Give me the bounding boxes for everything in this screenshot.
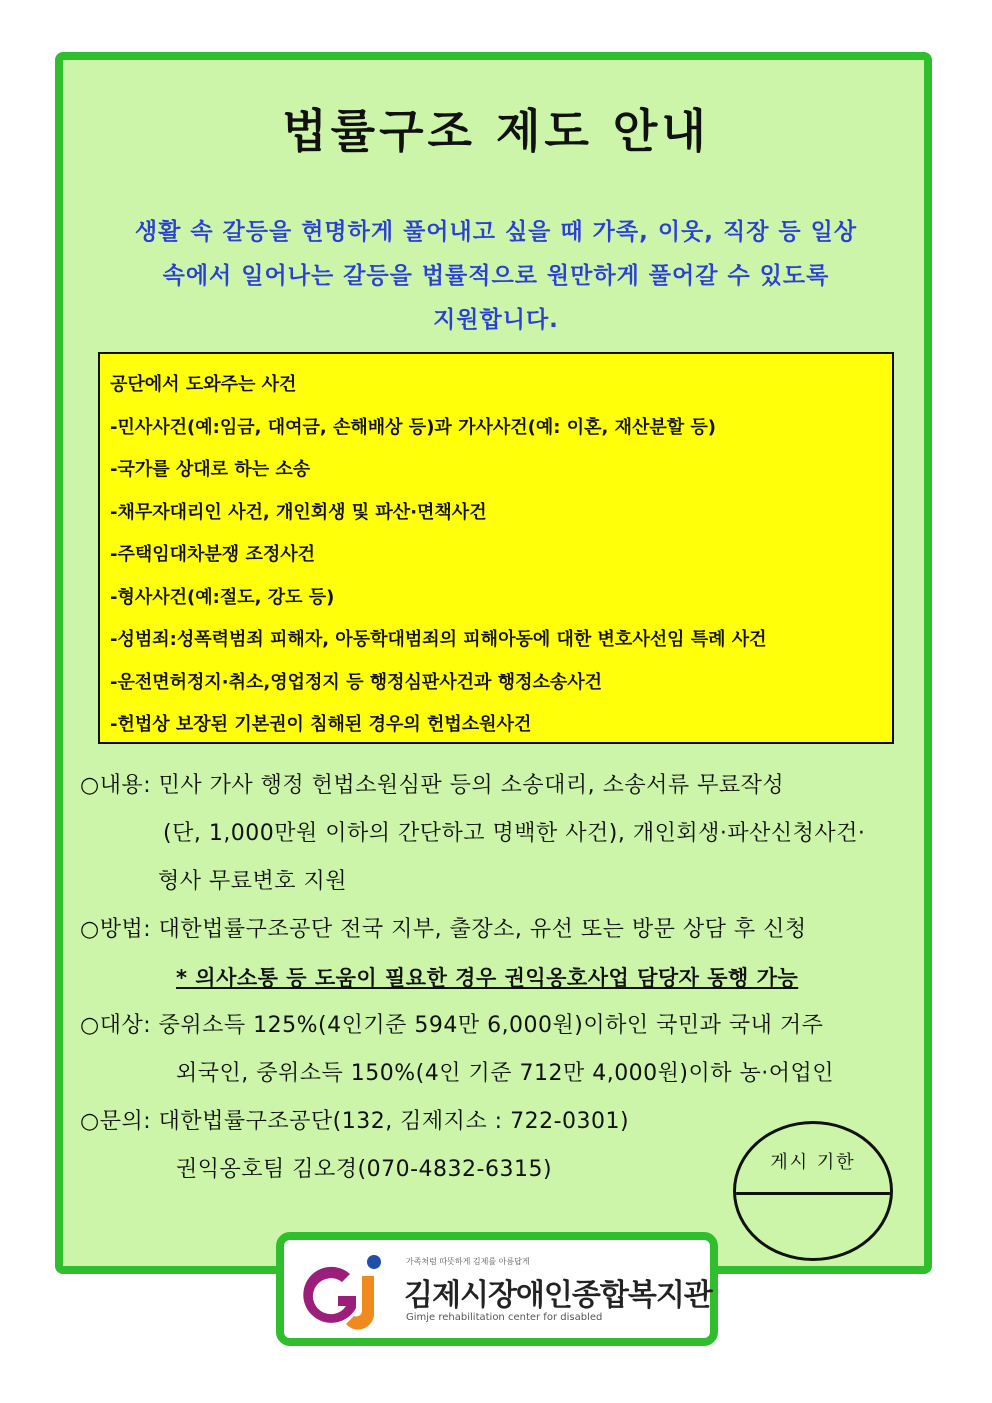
logo-english: Gimje rehabilitation center for disabled [406,1312,603,1323]
case-item: -채무자대리인 사건, 개인회생 및 파산·면책사건 [110,501,487,523]
case-item: -운전면허정지·취소,영업정지 등 행정심판사건과 행정소송사건 [110,671,603,693]
case-item: -헌법상 보장된 기본권이 침해된 경우의 헌법소원사건 [110,714,532,735]
content-line: 형사 무료변호 지원 [158,869,348,894]
posting-period-stamp [733,1121,893,1261]
posting-period-label: 게시 기한 [770,1152,856,1173]
intro-line: 속에서 일어나는 갈등을 법률적으로 원만하게 풀어갈 수 있도록 [162,263,830,289]
target-line: ○대상: 중위소득 125%(4인기준 594만 6,000원)이하인 국민과 국내 거주 [80,1013,824,1038]
organization-logo [276,1232,718,1346]
contact-line: ○문의: 대한법률구조공단(132, 김제지소 : 722-0301) [80,1109,630,1134]
page-title: 법률구조 제도 안내 [282,104,710,158]
method-note: * 의사소통 등 도움이 필요한 경우 권익옹호사업 담당자 동행 가능 [176,966,799,990]
logo-name: 김제시장애인종합복지관 [404,1278,712,1313]
method-line: ○방법: 대한법률구조공단 전국 지부, 출장소, 유선 또는 방문 상담 후 신청 [80,917,807,942]
case-item: -국가를 상대로 하는 소송 [110,459,311,480]
logo-tagline: 가족처럼 따뜻하게 김제를 아름답게 [406,1257,530,1266]
intro-line: 생활 속 갈등을 현명하게 풀어내고 싶을 때 가족, 이웃, 직장 등 일상 [134,219,858,245]
cases-box [98,352,894,744]
intro-text [80,210,912,342]
content-line: ○내용: 민사 가사 행정 헌법소원심판 등의 소송대리, 소송서류 무료작성 [80,773,785,798]
intro-line: 지원합니다. [433,307,559,333]
case-item: -민사사건(예:임금, 대여금, 손해배상 등)과 가사사건(예: 이혼, 재산분할 등) [110,416,717,438]
stamp-divider [736,1192,890,1195]
cases-heading: 공단에서 도와주는 사건 [110,374,297,395]
case-item: -형사사건(예:절도, 강도 등) [110,586,335,608]
content-line: (단, 1,000만원 이하의 간단하고 명백한 사건), 개인회생·파산신청사건· [163,821,866,846]
case-item: -성범죄:성폭력범죄 피해자, 아동학대범죄의 피해아동에 대한 변호사선임 특례 사건 [110,629,767,650]
gj-logo-icon [298,1250,388,1334]
target-line: 외국인, 중위소득 150%(4인 기준 712만 4,000원)이하 농·어업인 [176,1061,835,1086]
case-item: -주택임대차분쟁 조정사건 [110,544,316,565]
contact-line: 권익옹호팀 김오경(070-4832-6315) [176,1157,553,1182]
